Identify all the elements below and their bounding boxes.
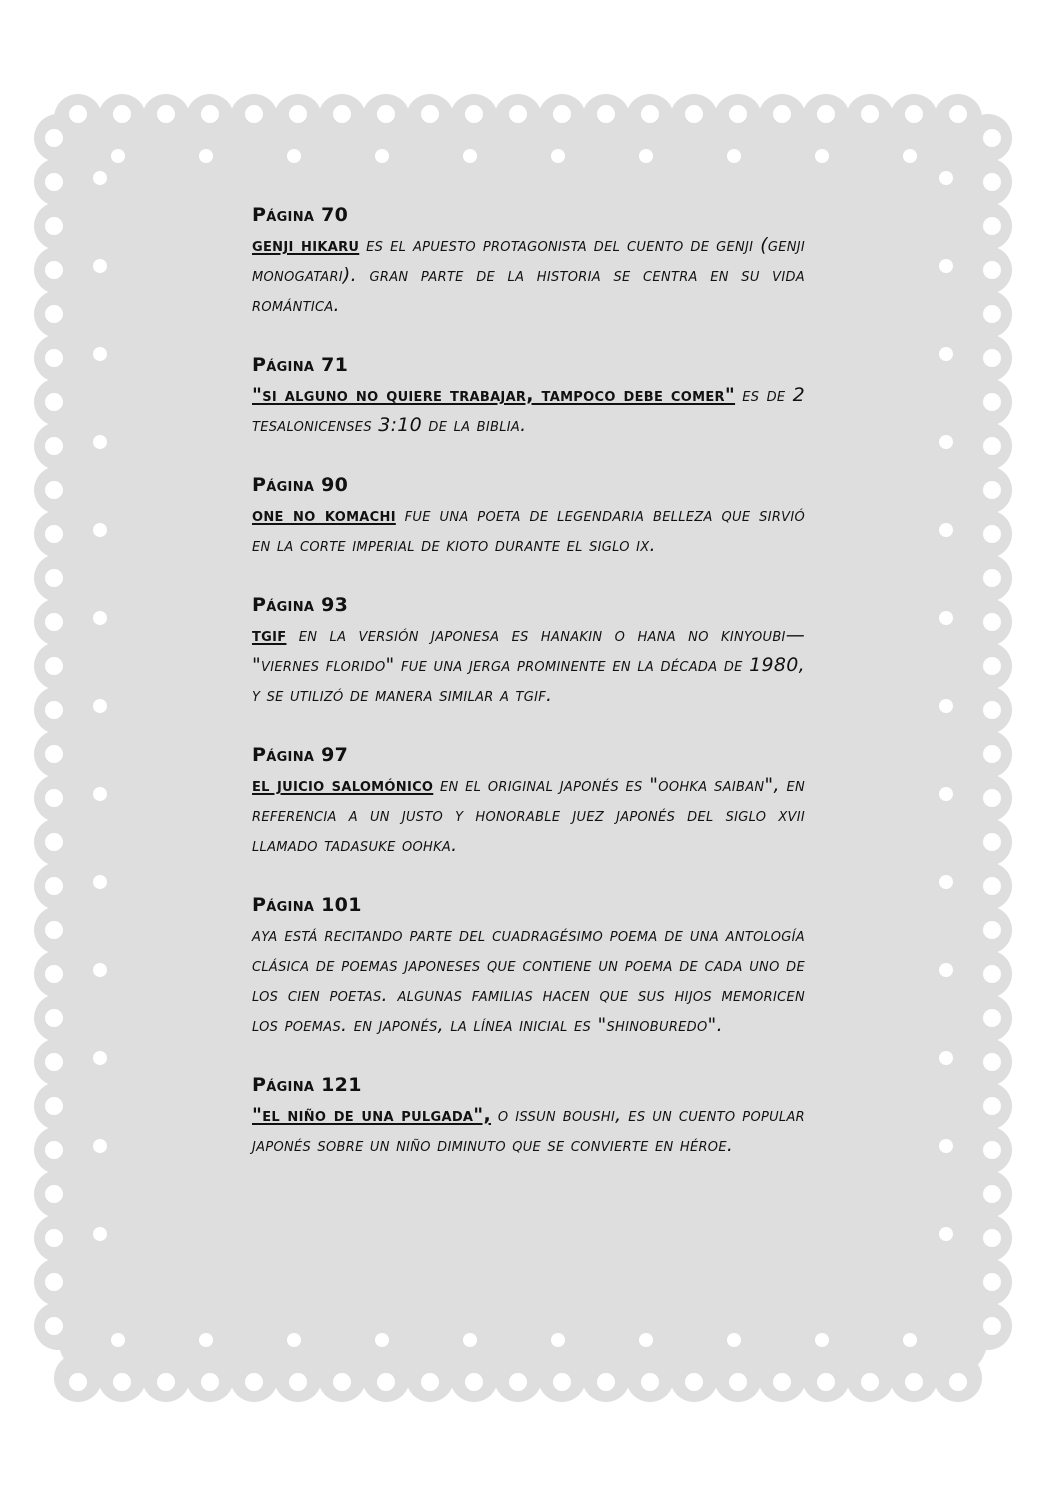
lace-hole [333, 1373, 351, 1391]
note-page-70 [252, 200, 805, 320]
lace-hole [983, 569, 1001, 587]
lace-hole [817, 105, 835, 123]
note-text: aya está recitando parte del cuadragésimo poema de una antología clásica de poemas japoneses que contiene un poema de cada uno de los cien poetas. algunas familias hacen que sus hijos memoricen los poemas. en japonés, la línea inicial es "shinoburedo". [252, 924, 805, 1036]
lace-hole [641, 1373, 659, 1391]
lace-hole [949, 1373, 967, 1391]
lace-hole [45, 261, 63, 279]
lace-hole [509, 105, 527, 123]
lace-hole [983, 129, 1001, 147]
lace-hole [983, 833, 1001, 851]
lace-hole [113, 1373, 131, 1391]
lace-hole [45, 525, 63, 543]
lace-hole [93, 171, 107, 185]
lace-hole [983, 745, 1001, 763]
lace-hole [45, 173, 63, 191]
note-title: Página 93 [252, 594, 349, 616]
lace-hole [983, 701, 1001, 719]
lace-hole [983, 173, 1001, 191]
lace-hole [939, 699, 953, 713]
lace-hole [199, 149, 213, 163]
note-body [252, 230, 805, 320]
lace-hole [983, 1053, 1001, 1071]
lace-hole [93, 611, 107, 625]
note-lead: genji hikaru [252, 234, 360, 256]
lace-hole [983, 437, 1001, 455]
lace-hole [551, 1333, 565, 1347]
lace-hole [45, 1141, 63, 1159]
lace-hole [45, 437, 63, 455]
lace-hole [45, 745, 63, 763]
lace-hole [69, 1373, 87, 1391]
lace-hole [983, 217, 1001, 235]
lace-hole [201, 1373, 219, 1391]
lace-hole [45, 1273, 63, 1291]
lace-hole [245, 1373, 263, 1391]
note-body [252, 770, 805, 860]
lace-hole [983, 1229, 1001, 1247]
lace-hole [983, 1141, 1001, 1159]
lace-hole [45, 1185, 63, 1203]
note-title: Página 121 [252, 1074, 362, 1096]
lace-hole [45, 1097, 63, 1115]
lace-hole [817, 1373, 835, 1391]
note-page-93 [252, 590, 805, 710]
note-title: Página 70 [252, 204, 349, 226]
lace-hole [815, 149, 829, 163]
note-text: es el apuesto protagonista del cuento de genji (genji monogatari). gran parte de la historia se centra en su vida romántica. [252, 234, 805, 316]
lace-hole [45, 393, 63, 411]
note-body [252, 500, 805, 560]
note-lead: "si alguno no quiere trabajar, tampoco debe comer" [252, 384, 736, 406]
lace-hole [597, 1373, 615, 1391]
note-text: fue una poeta de legendaria belleza que sirvió en la corte imperial de kioto durante el siglo ix. [252, 504, 806, 556]
notes-content [252, 200, 805, 1190]
lace-hole [939, 347, 953, 361]
lace-hole [45, 217, 63, 235]
lace-hole [45, 1009, 63, 1027]
note-title: Página 97 [252, 744, 349, 766]
lace-hole [421, 1373, 439, 1391]
lace-hole [245, 105, 263, 123]
lace-hole [45, 613, 63, 631]
lace-hole [983, 657, 1001, 675]
note-page-90 [252, 470, 805, 560]
lace-hole [983, 1273, 1001, 1291]
lace-hole [983, 965, 1001, 983]
lace-hole [287, 1333, 301, 1347]
note-body [252, 1100, 805, 1160]
lace-hole [551, 149, 565, 163]
lace-hole [861, 105, 879, 123]
lace-hole [113, 105, 131, 123]
lace-hole [93, 1051, 107, 1065]
lace-hole [45, 657, 63, 675]
lace-hole [773, 105, 791, 123]
lace-hole [939, 1227, 953, 1241]
lace-hole [333, 105, 351, 123]
lace-hole [939, 1051, 953, 1065]
lace-hole [45, 481, 63, 499]
lace-hole [509, 1373, 527, 1391]
lace-hole [45, 569, 63, 587]
lace-hole [685, 105, 703, 123]
lace-hole [289, 1373, 307, 1391]
lace-hole [93, 787, 107, 801]
note-title: Página 101 [252, 894, 362, 916]
lace-hole [983, 525, 1001, 543]
lace-hole [93, 259, 107, 273]
lace-hole [939, 523, 953, 537]
note-lead: one no komachi [252, 504, 396, 526]
lace-hole [939, 611, 953, 625]
lace-hole [553, 105, 571, 123]
lace-hole [815, 1333, 829, 1347]
lace-hole [983, 261, 1001, 279]
lace-hole [157, 105, 175, 123]
lace-hole [729, 105, 747, 123]
lace-hole [685, 1373, 703, 1391]
lace-hole [201, 105, 219, 123]
lace-hole [45, 1053, 63, 1071]
lace-hole [45, 833, 63, 851]
note-body [252, 920, 805, 1040]
lace-hole [983, 1009, 1001, 1027]
lace-hole [45, 305, 63, 323]
lace-hole [597, 105, 615, 123]
lace-hole [939, 787, 953, 801]
lace-hole [111, 149, 125, 163]
note-body [252, 620, 805, 710]
lace-hole [939, 171, 953, 185]
lace-hole [93, 1139, 107, 1153]
lace-hole [93, 347, 107, 361]
lace-hole [93, 435, 107, 449]
lace-hole [45, 1317, 63, 1335]
note-title: Página 71 [252, 354, 349, 376]
note-page-121 [252, 1070, 805, 1160]
lace-hole [421, 105, 439, 123]
lace-hole [45, 349, 63, 367]
lace-hole [69, 105, 87, 123]
lace-hole [45, 1229, 63, 1247]
lace-hole [939, 259, 953, 273]
lace-hole [939, 875, 953, 889]
note-body [252, 380, 805, 440]
lace-hole [465, 105, 483, 123]
lace-hole [939, 435, 953, 449]
lace-hole [377, 1373, 395, 1391]
lace-hole [861, 1373, 879, 1391]
lace-hole [199, 1333, 213, 1347]
lace-hole [983, 393, 1001, 411]
lace-hole [289, 105, 307, 123]
lace-hole [729, 1373, 747, 1391]
note-title: Página 90 [252, 474, 349, 496]
lace-hole [45, 129, 63, 147]
lace-hole [45, 965, 63, 983]
note-page-101 [252, 890, 805, 1040]
lace-hole [983, 1185, 1001, 1203]
lace-hole [93, 1227, 107, 1241]
lace-hole [93, 963, 107, 977]
lace-hole [111, 1333, 125, 1347]
lace-hole [553, 1373, 571, 1391]
lace-hole [983, 877, 1001, 895]
lace-hole [641, 105, 659, 123]
lace-hole [903, 149, 917, 163]
lace-hole [983, 349, 1001, 367]
lace-hole [377, 105, 395, 123]
lace-hole [639, 1333, 653, 1347]
lace-hole [45, 921, 63, 939]
note-text: o issun boushi, es un cuento popular japonés sobre un niño diminuto que se convierte en héroe. [252, 1104, 805, 1156]
note-text: en el original japonés es "oohka saiban", en referencia a un justo y honorable juez japonés del siglo xvii llamado tadasuke oohka. [252, 774, 805, 856]
lace-hole [983, 789, 1001, 807]
lace-hole [463, 149, 477, 163]
lace-hole [157, 1373, 175, 1391]
note-lead: "el niño de una pulgada", [252, 1104, 492, 1126]
lace-hole [287, 149, 301, 163]
lace-hole [983, 921, 1001, 939]
lace-hole [983, 305, 1001, 323]
note-text: en la versión japonesa es hanakin o hana no kinyoubi— "viernes florido" fue una jerga prominente en la década de 1980, y se utilizó de manera similar a tgif. [252, 624, 805, 706]
lace-hole [983, 481, 1001, 499]
note-lead: el juicio salomónico [252, 774, 434, 796]
lace-hole [93, 875, 107, 889]
lace-hole [939, 1139, 953, 1153]
lace-hole [983, 613, 1001, 631]
note-page-71 [252, 350, 805, 440]
lace-hole [93, 699, 107, 713]
lace-hole [939, 963, 953, 977]
lace-hole [375, 1333, 389, 1347]
lace-hole [375, 149, 389, 163]
lace-hole [639, 149, 653, 163]
lace-hole [903, 1333, 917, 1347]
lace-hole [949, 105, 967, 123]
lace-hole [727, 149, 741, 163]
lace-hole [45, 877, 63, 895]
lace-hole [465, 1373, 483, 1391]
lace-hole [983, 1317, 1001, 1335]
note-text: es de 2 tesalonicenses 3:10 de la biblia. [252, 384, 806, 436]
note-page-97 [252, 740, 805, 860]
lace-hole [983, 1097, 1001, 1115]
lace-hole [45, 789, 63, 807]
lace-hole [727, 1333, 741, 1347]
lace-hole [45, 701, 63, 719]
note-lead: tgif [252, 624, 287, 646]
lace-hole [905, 105, 923, 123]
lace-hole [905, 1373, 923, 1391]
lace-hole [93, 523, 107, 537]
lace-hole [463, 1333, 477, 1347]
lace-hole [773, 1373, 791, 1391]
